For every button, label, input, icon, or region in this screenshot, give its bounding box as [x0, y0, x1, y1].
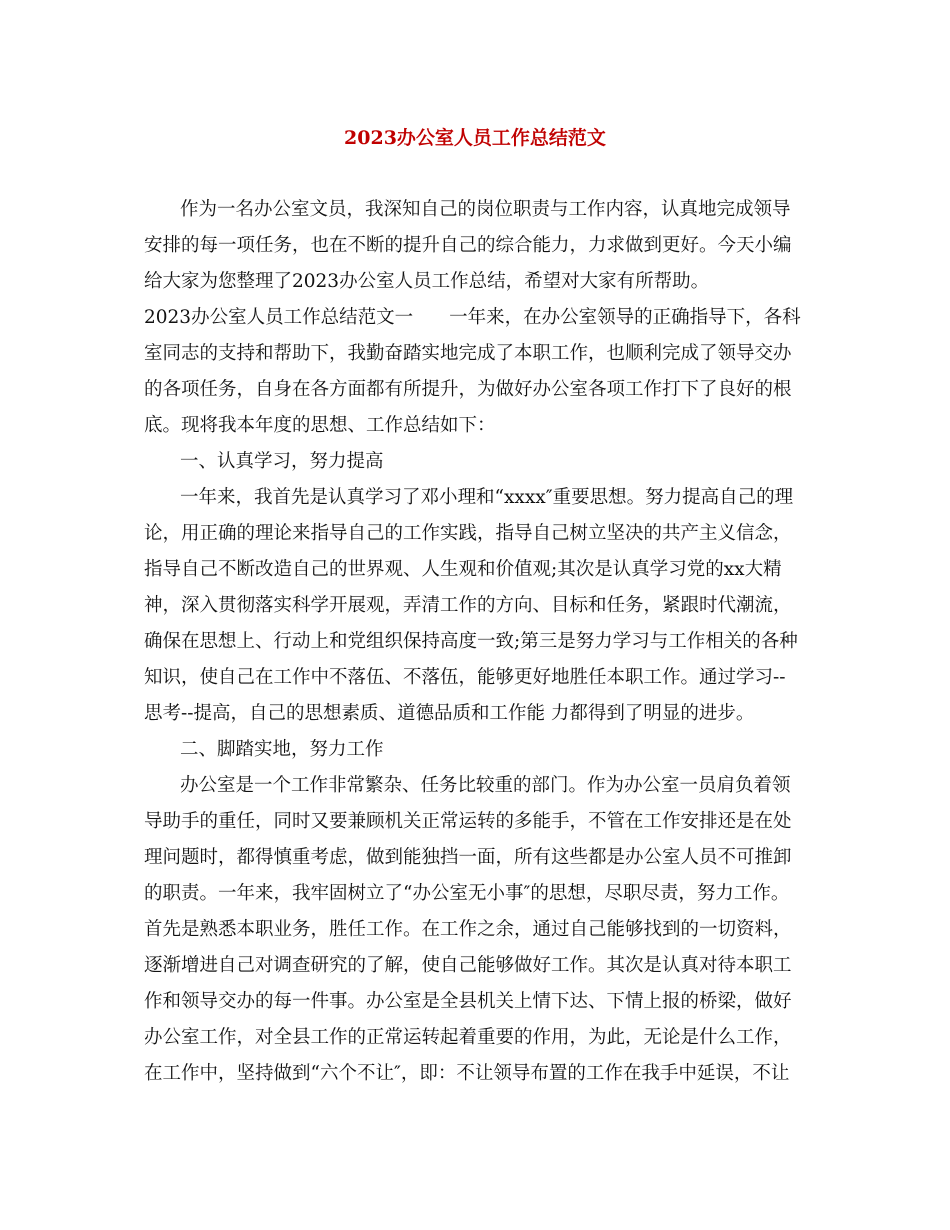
paragraph-line: 首先是熟悉本职业务，胜任工作。在工作之余，通过自己能够找到的一切资料， — [144, 919, 792, 940]
paragraph-line: 指导自己不断改造自己的世界观、人生观和价值观;其次是认真学习党的xx大精 — [144, 559, 782, 580]
paragraph-line: 在工作中，坚持做到“六个不让″，即：不让领导布置的工作在我手中延误，不让 — [144, 1063, 790, 1084]
paragraph-line: 的职责。一年来，我牢固树立了“办公室无小事″的思想，尽职尽责，努力工作。 — [144, 883, 790, 904]
paragraph-line: 办公室工作，对全县工作的正常运转起着重要的作用，为此，无论是什么工作， — [144, 1027, 792, 1048]
paragraph-line: 神，深入贯彻落实科学开展观，弄清工作的方向、目标和任务，紧跟时代潮流， — [144, 595, 792, 616]
subheading: 一、认真学习，努力提高 — [180, 451, 384, 472]
paragraph-line: 理问题时，都得慎重考虑，做到能独挡一面，所有这些都是办公室人员不可推卸 — [144, 847, 792, 868]
paragraph-line: 一年来，我首先是认真学习了邓小理和“xxxx″重要思想。努力提高自己的理 — [180, 487, 794, 508]
section-heading: 2023办公室人员工作总结范文一 — [144, 307, 414, 328]
paragraph-line: 知识，使自己在工作中不落伍、不落伍，能够更好地胜任本职工作。通过学习-- — [144, 667, 786, 688]
paragraph-line: 作为一名办公室文员，我深知自己的岗位职责与工作内容，认真地完成领导 — [180, 199, 791, 220]
paragraph-line: 论，用正确的理论来指导自己的工作实践，指导自己树立坚决的共产主义信念， — [144, 523, 792, 544]
paragraph-text: 一年来，在办公室领导的正确指导下，各科 — [449, 307, 801, 328]
paragraph-line: 室同志的支持和帮助下，我勤奋踏实地完成了本职工作，也顺利完成了领导交办 — [144, 343, 792, 364]
section-heading-line — [144, 304, 801, 332]
paragraph-line: 作和领导交办的每一件事。办公室是全县机关上情下达、下情上报的桥梁，做好 — [144, 991, 792, 1012]
paragraph-line: 逐渐增进自己对调查研究的了解，使自己能够做好工作。其次是认真对待本职工 — [144, 955, 792, 976]
paragraph-line: 导助手的重任，同时又要兼顾机关正常运转的多能手，不管在工作安排还是在处 — [144, 811, 792, 832]
paragraph-line: 的各项任务，自身在各方面都有所提升，为做好办公室各项工作打下了良好的根 — [144, 379, 792, 400]
paragraph-line: 底。现将我本年度的思想、工作总结如下： — [144, 415, 496, 436]
subheading: 二、脚踏实地，努力工作 — [180, 739, 384, 760]
paragraph-line: 安排的每一项任务，也在不断的提升自己的综合能力，力求做到更好。今天小编 — [144, 235, 792, 256]
document-title: 2023办公室人员工作总结范文 — [344, 127, 606, 149]
paragraph-line: 给大家为您整理了2023办公室人员工作总结，希望对大家有所帮助。 — [144, 271, 710, 292]
paragraph-line: 办公室是一个工作非常繁杂、任务比较重的部门。作为办公室一员肩负着领 — [180, 775, 791, 796]
paragraph-line: 确保在思想上、行动上和党组织保持高度一致;第三是努力学习与工作相关的各种 — [144, 631, 798, 652]
paragraph-line: 思考--提高，自己的思想素质、道德品质和工作能 力都得到了明显的进步。 — [144, 703, 755, 724]
